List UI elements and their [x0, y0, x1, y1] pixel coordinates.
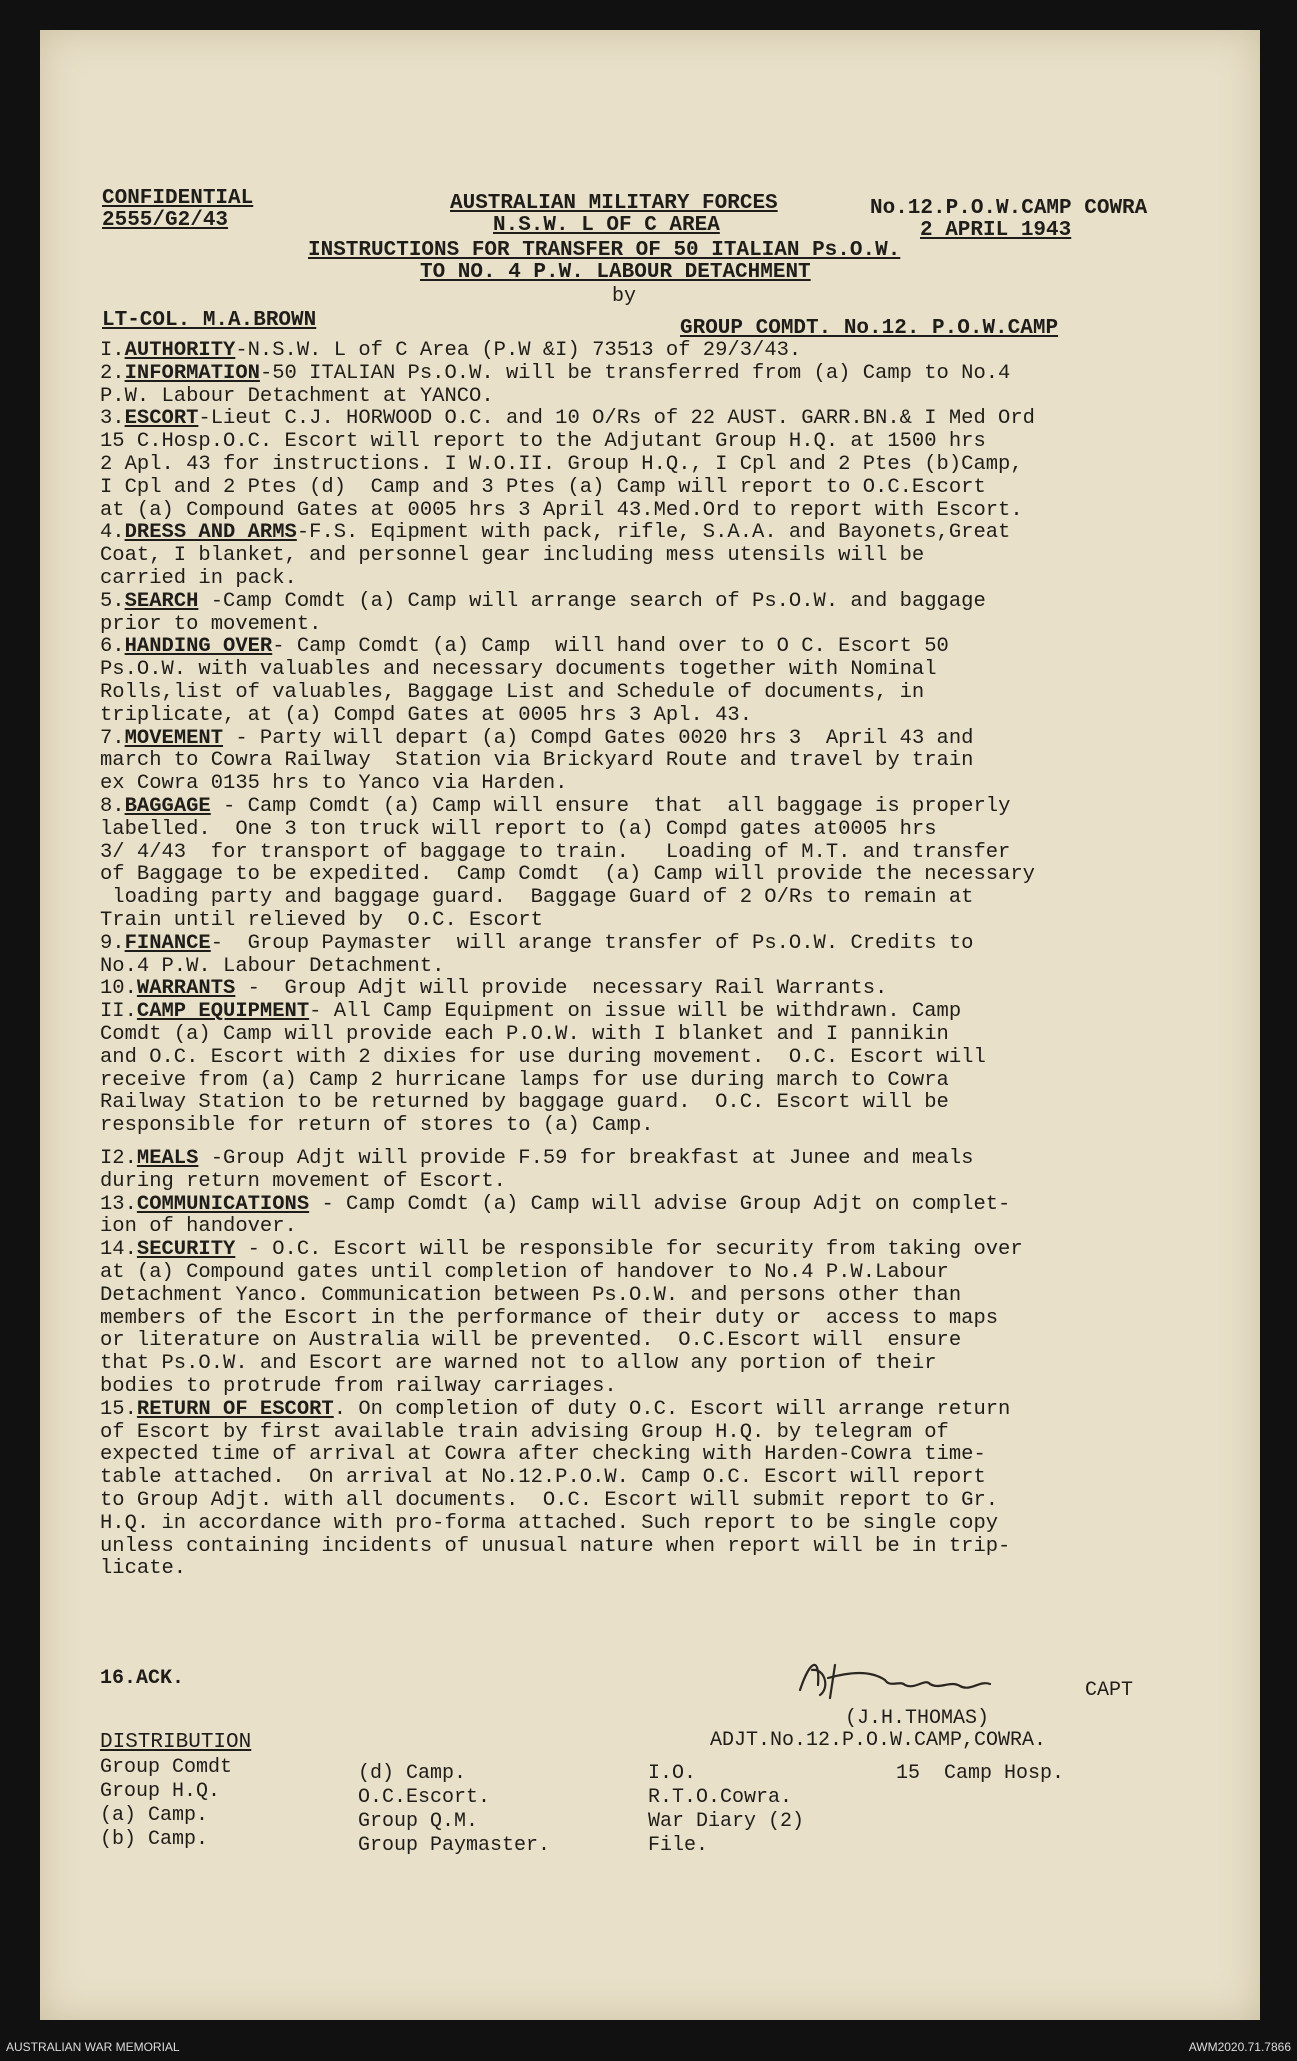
paragraph-9 — [100, 933, 973, 979]
to-officer: GROUP COMDT. No.12. P.O.W.CAMP — [680, 317, 1059, 340]
classification: CONFIDENTIAL — [102, 187, 254, 210]
paragraph-line: - Camp Comdt (a) Camp will hand over to O C. Escort 50 — [272, 635, 949, 659]
paragraph-line: ion of handover. — [100, 1215, 297, 1239]
paragraph-line: loading party and baggage guard. Baggage Guard of 2 O/Rs to remain at — [100, 886, 974, 910]
paragraph-heading: BAGGAGE — [124, 795, 211, 818]
paragraph-line: labelled. One 3 ton truck will report to (a) Compd gates at0005 hrs — [100, 817, 937, 841]
paragraph-line: H.Q. in accordance with pro-forma attached. Such report to be single copy — [100, 1511, 999, 1535]
paragraph-line: of Baggage to be expedited. Camp Comdt (a) Camp will provide the necessary — [100, 863, 1035, 887]
paragraph-line: - O.C. Escort will be responsible for security from taking over — [235, 1238, 1023, 1262]
paragraph-line: ex Cowra 0135 hrs to Yanco via Harden. — [100, 772, 568, 796]
distribution-column-1 — [100, 1756, 232, 1852]
signatory-rank: CAPT — [1085, 1679, 1134, 1702]
paragraph-heading: FINANCE — [124, 931, 211, 955]
distribution-column-3 — [648, 1762, 804, 1858]
paragraph-number: 15. — [100, 1397, 137, 1421]
paragraph-line: - Camp Comdt (a) Camp will advise Group Adjt on complet- — [309, 1192, 1011, 1216]
paragraph-heading: MOVEMENT — [124, 726, 224, 750]
paragraph-heading: WARRANTS — [136, 977, 236, 1001]
paragraph-heading: HANDING OVER — [124, 635, 273, 659]
paragraph-line: - Group Paymaster will arange transfer of Ps.O.W. Credits to — [210, 931, 974, 955]
file-reference: 2555/G2/43 — [102, 209, 229, 232]
paragraph-number: I2. — [100, 1147, 137, 1170]
paragraph-11 — [100, 1001, 986, 1138]
paragraph-1 — [100, 340, 801, 363]
distribution-entry: O.C.Escort. — [358, 1786, 491, 1809]
paragraph-line: or literature on Australia will be prevented. O.C.Escort will ensure — [100, 1329, 962, 1353]
paragraph-line: bodies to protrude from railway carriages. — [100, 1374, 617, 1398]
distribution-column-4 — [896, 1762, 1064, 1786]
document-title-line-2: TO NO. 4 P.W. LABOUR DETACHMENT — [420, 261, 811, 284]
paragraph-5 — [100, 591, 986, 637]
distribution-heading: DISTRIBUTION — [100, 1731, 252, 1754]
paragraph-line: - Party will depart (a) Compd Gates 0020 hrs 3 April 43 and — [223, 726, 974, 750]
by-label: by — [612, 285, 637, 308]
distribution-entry: File. — [648, 1834, 709, 1857]
paragraph-number: I. — [100, 339, 125, 362]
distribution-column-2 — [358, 1762, 550, 1858]
paragraph-heading: INFORMATION — [124, 361, 260, 385]
paragraph-line: of Escort by first available train advising Group H.Q. by telegram of — [100, 1420, 949, 1444]
paragraph-line: -Group Adjt will provide F.59 for breakfast at Junee and meals — [198, 1147, 974, 1170]
paragraph-number: 3. — [100, 407, 125, 431]
signatory-appointment: ADJT.No.12.P.O.W.CAMP,COWRA. — [710, 1729, 1047, 1752]
paragraph-line: carried in pack. — [100, 566, 297, 590]
paragraph-line: 15 C.Hosp.O.C. Escort will report to the Adjutant Group H.Q. at 1500 hrs — [100, 430, 986, 454]
distribution-entry: Group H.Q. — [100, 1780, 221, 1803]
distribution-entry: Group Q.M. — [358, 1810, 479, 1833]
archive-reference: AWM2020.71.7866 — [1188, 2040, 1291, 2054]
organisation-line-1: AUSTRALIAN MILITARY FORCES — [450, 192, 778, 215]
paragraph-heading: SEARCH — [124, 589, 199, 613]
archive-name: AUSTRALIAN WAR MEMORIAL — [6, 2040, 180, 2054]
paragraph-line: Detachment Yanco. Communication between Ps.O.W. and persons other than — [100, 1283, 962, 1307]
paragraph-number: 2. — [100, 361, 125, 385]
distribution-entry: (d) Camp. — [358, 1762, 467, 1785]
camp-name: No.12.P.O.W.CAMP COWRA — [870, 197, 1148, 220]
paragraph-line: to Group Adjt. with all documents. O.C. Escort will submit report to Gr. — [100, 1488, 999, 1512]
paragraph-3 — [100, 408, 1035, 522]
paragraph-line: . On completion of duty O.C. Escort will arrange return — [333, 1397, 1011, 1421]
paragraph-6 — [100, 636, 949, 727]
paragraph-line: during return movement of Escort. — [100, 1169, 506, 1193]
paragraph-number: 9. — [100, 931, 125, 955]
distribution-entry: R.T.O.Cowra. — [648, 1786, 793, 1809]
paragraph-line: - Group Adjt will provide necessary Rail Warrants. — [235, 977, 888, 1001]
paragraph-line: responsible for return of stores to (a) Camp. — [100, 1114, 654, 1138]
paragraph-line: members of the Escort in the performance of their duty or access to maps — [100, 1306, 999, 1330]
paragraph-line: at (a) Compound gates until completion of handover to No.4 P.W.Labour — [100, 1260, 949, 1284]
paragraph-number: 13. — [100, 1192, 137, 1216]
paragraph-13 — [100, 1194, 1010, 1240]
archive-footer — [0, 2037, 1297, 2059]
paragraph-line: Rolls,list of valuables, Baggage List and Schedule of documents, in — [100, 680, 925, 704]
paragraph-number: 7. — [100, 726, 125, 750]
paragraph-line: No.4 P.W. Labour Detachment. — [100, 954, 445, 978]
paragraph-line: 2 Apl. 43 for instructions. I W.O.II. Group H.Q., I Cpl and 2 Ptes (b)Camp, — [100, 452, 1023, 476]
paragraph-heading: CAMP EQUIPMENT — [136, 1000, 310, 1024]
paragraph-line: that Ps.O.W. and Escort are warned not to allow any portion of their — [100, 1352, 937, 1376]
paragraph-line: and O.C. Escort with 2 dixies for use during movement. O.C. Escort will — [100, 1045, 986, 1069]
paragraph-line: triplicate, at (a) Compd Gates at 0005 hrs 3 Apl. 43. — [100, 703, 753, 727]
paragraph-number: II. — [100, 1000, 137, 1024]
paragraph-heading: COMMUNICATIONS — [136, 1192, 310, 1216]
paragraph-line: Ps.O.W. with valuables and necessary documents together with Nominal — [100, 658, 937, 682]
paragraph-line: march to Cowra Railway Station via Brickyard Route and travel by train — [100, 749, 974, 773]
paragraph-number: 14. — [100, 1238, 137, 1262]
paragraph-heading: ESCORT — [124, 407, 199, 431]
paragraph-line: Railway Station to be returned by baggage guard. O.C. Escort will be — [100, 1091, 949, 1115]
paragraph-line: -Lieut C.J. HORWOOD O.C. and 10 O/Rs of 22 AUST. GARR.BN.& I Med Ord — [198, 407, 1035, 431]
paragraph-heading: AUTHORITY — [124, 339, 236, 362]
paragraph-line: -F.S. Eqipment with pack, rifle, S.A.A. and Bayonets,Great — [296, 521, 1011, 545]
signatory-name: (J.H.THOMAS) — [845, 1707, 990, 1730]
paragraph-line: Comdt (a) Camp will provide each P.O.W. with I blanket and I pannikin — [100, 1022, 949, 1046]
paragraph-line: expected time of arrival at Cowra after checking with Harden-Cowra time- — [100, 1443, 986, 1467]
paragraph-number: 4. — [100, 521, 125, 545]
paragraph-12 — [100, 1148, 973, 1194]
distribution-entry: Group Comdt — [100, 1756, 233, 1779]
acknowledge-line: 16.ACK. — [100, 1667, 185, 1690]
paragraph-heading: RETURN OF ESCORT — [136, 1397, 334, 1421]
document-title-line-1: INSTRUCTIONS FOR TRANSFER OF 50 ITALIAN Ps.O.W. — [308, 239, 901, 262]
paragraph-line: -50 ITALIAN Ps.O.W. will be transferred from (a) Camp to No.4 — [259, 361, 1011, 385]
distribution-entry: Group Paymaster. — [358, 1834, 551, 1857]
paragraph-line: Coat, I blanket, and personnel gear including mess utensils will be — [100, 544, 925, 568]
distribution-entry: (b) Camp. — [100, 1828, 209, 1851]
paragraph-line: I Cpl and 2 Ptes (d) Camp and 3 Ptes (a) Camp will report to O.C.Escort — [100, 475, 986, 499]
paragraph-heading: SECURITY — [136, 1238, 236, 1262]
organisation-line-2: N.S.W. L OF C AREA — [493, 214, 720, 237]
paragraph-line: table attached. On arrival at No.12.P.O.W. Camp O.C. Escort will report — [100, 1466, 986, 1490]
paragraph-line: 3/ 4/43 for transport of baggage to train. Loading of M.T. and transfer — [100, 840, 1011, 864]
paragraph-2 — [100, 363, 1010, 409]
paragraph-line: receive from (a) Camp 2 hurricane lamps for use during march to Cowra — [100, 1068, 949, 1092]
paragraph-line: unless containing incidents of unusual nature when report will be in trip- — [100, 1534, 1011, 1558]
paragraph-4 — [100, 522, 1010, 590]
paragraph-line: - All Camp Equipment on issue will be withdrawn. Camp — [309, 1000, 962, 1024]
paragraph-line: Train until relieved by O.C. Escort — [100, 908, 543, 932]
paragraph-heading: DRESS AND ARMS — [124, 521, 297, 545]
paragraph-number: 8. — [100, 795, 125, 818]
paragraph-line: P.W. Labour Detachment at YANCO. — [100, 384, 494, 408]
paragraph-line: - Camp Comdt (a) Camp will ensure that all baggage is properly — [210, 795, 1011, 818]
paragraph-10 — [100, 978, 887, 1001]
paragraph-number: 10. — [100, 977, 137, 1001]
document-date: 2 APRIL 1943 — [920, 219, 1072, 242]
paragraph-line: at (a) Compound Gates at 0005 hrs 3 April 43.Med.Ord to report with Escort. — [100, 498, 1023, 522]
paragraph-14 — [100, 1239, 1023, 1399]
paragraph-number: 6. — [100, 635, 125, 659]
paragraph-heading: MEALS — [136, 1147, 199, 1170]
paragraph-line: -N.S.W. L of C Area (P.W &I) 73513 of 29/3/43. — [235, 339, 802, 362]
paragraph-number: 5. — [100, 589, 125, 613]
handwritten-signature — [790, 1650, 1000, 1710]
paragraph-15 — [100, 1399, 1010, 1581]
paragraph-line: -Camp Comdt (a) Camp will arrange search of Ps.O.W. and baggage — [198, 589, 986, 613]
paragraph-8 — [100, 796, 1035, 933]
paragraph-line: licate. — [100, 1557, 187, 1581]
from-officer: LT-COL. M.A.BROWN — [102, 309, 317, 332]
distribution-entry: (a) Camp. — [100, 1804, 209, 1827]
paragraph-line: prior to movement. — [100, 612, 322, 636]
distribution-entry: 15 Camp Hosp. — [896, 1762, 1065, 1785]
distribution-entry: I.O. — [648, 1762, 697, 1785]
distribution-entry: War Diary (2) — [648, 1810, 805, 1833]
paragraph-7 — [100, 728, 973, 796]
